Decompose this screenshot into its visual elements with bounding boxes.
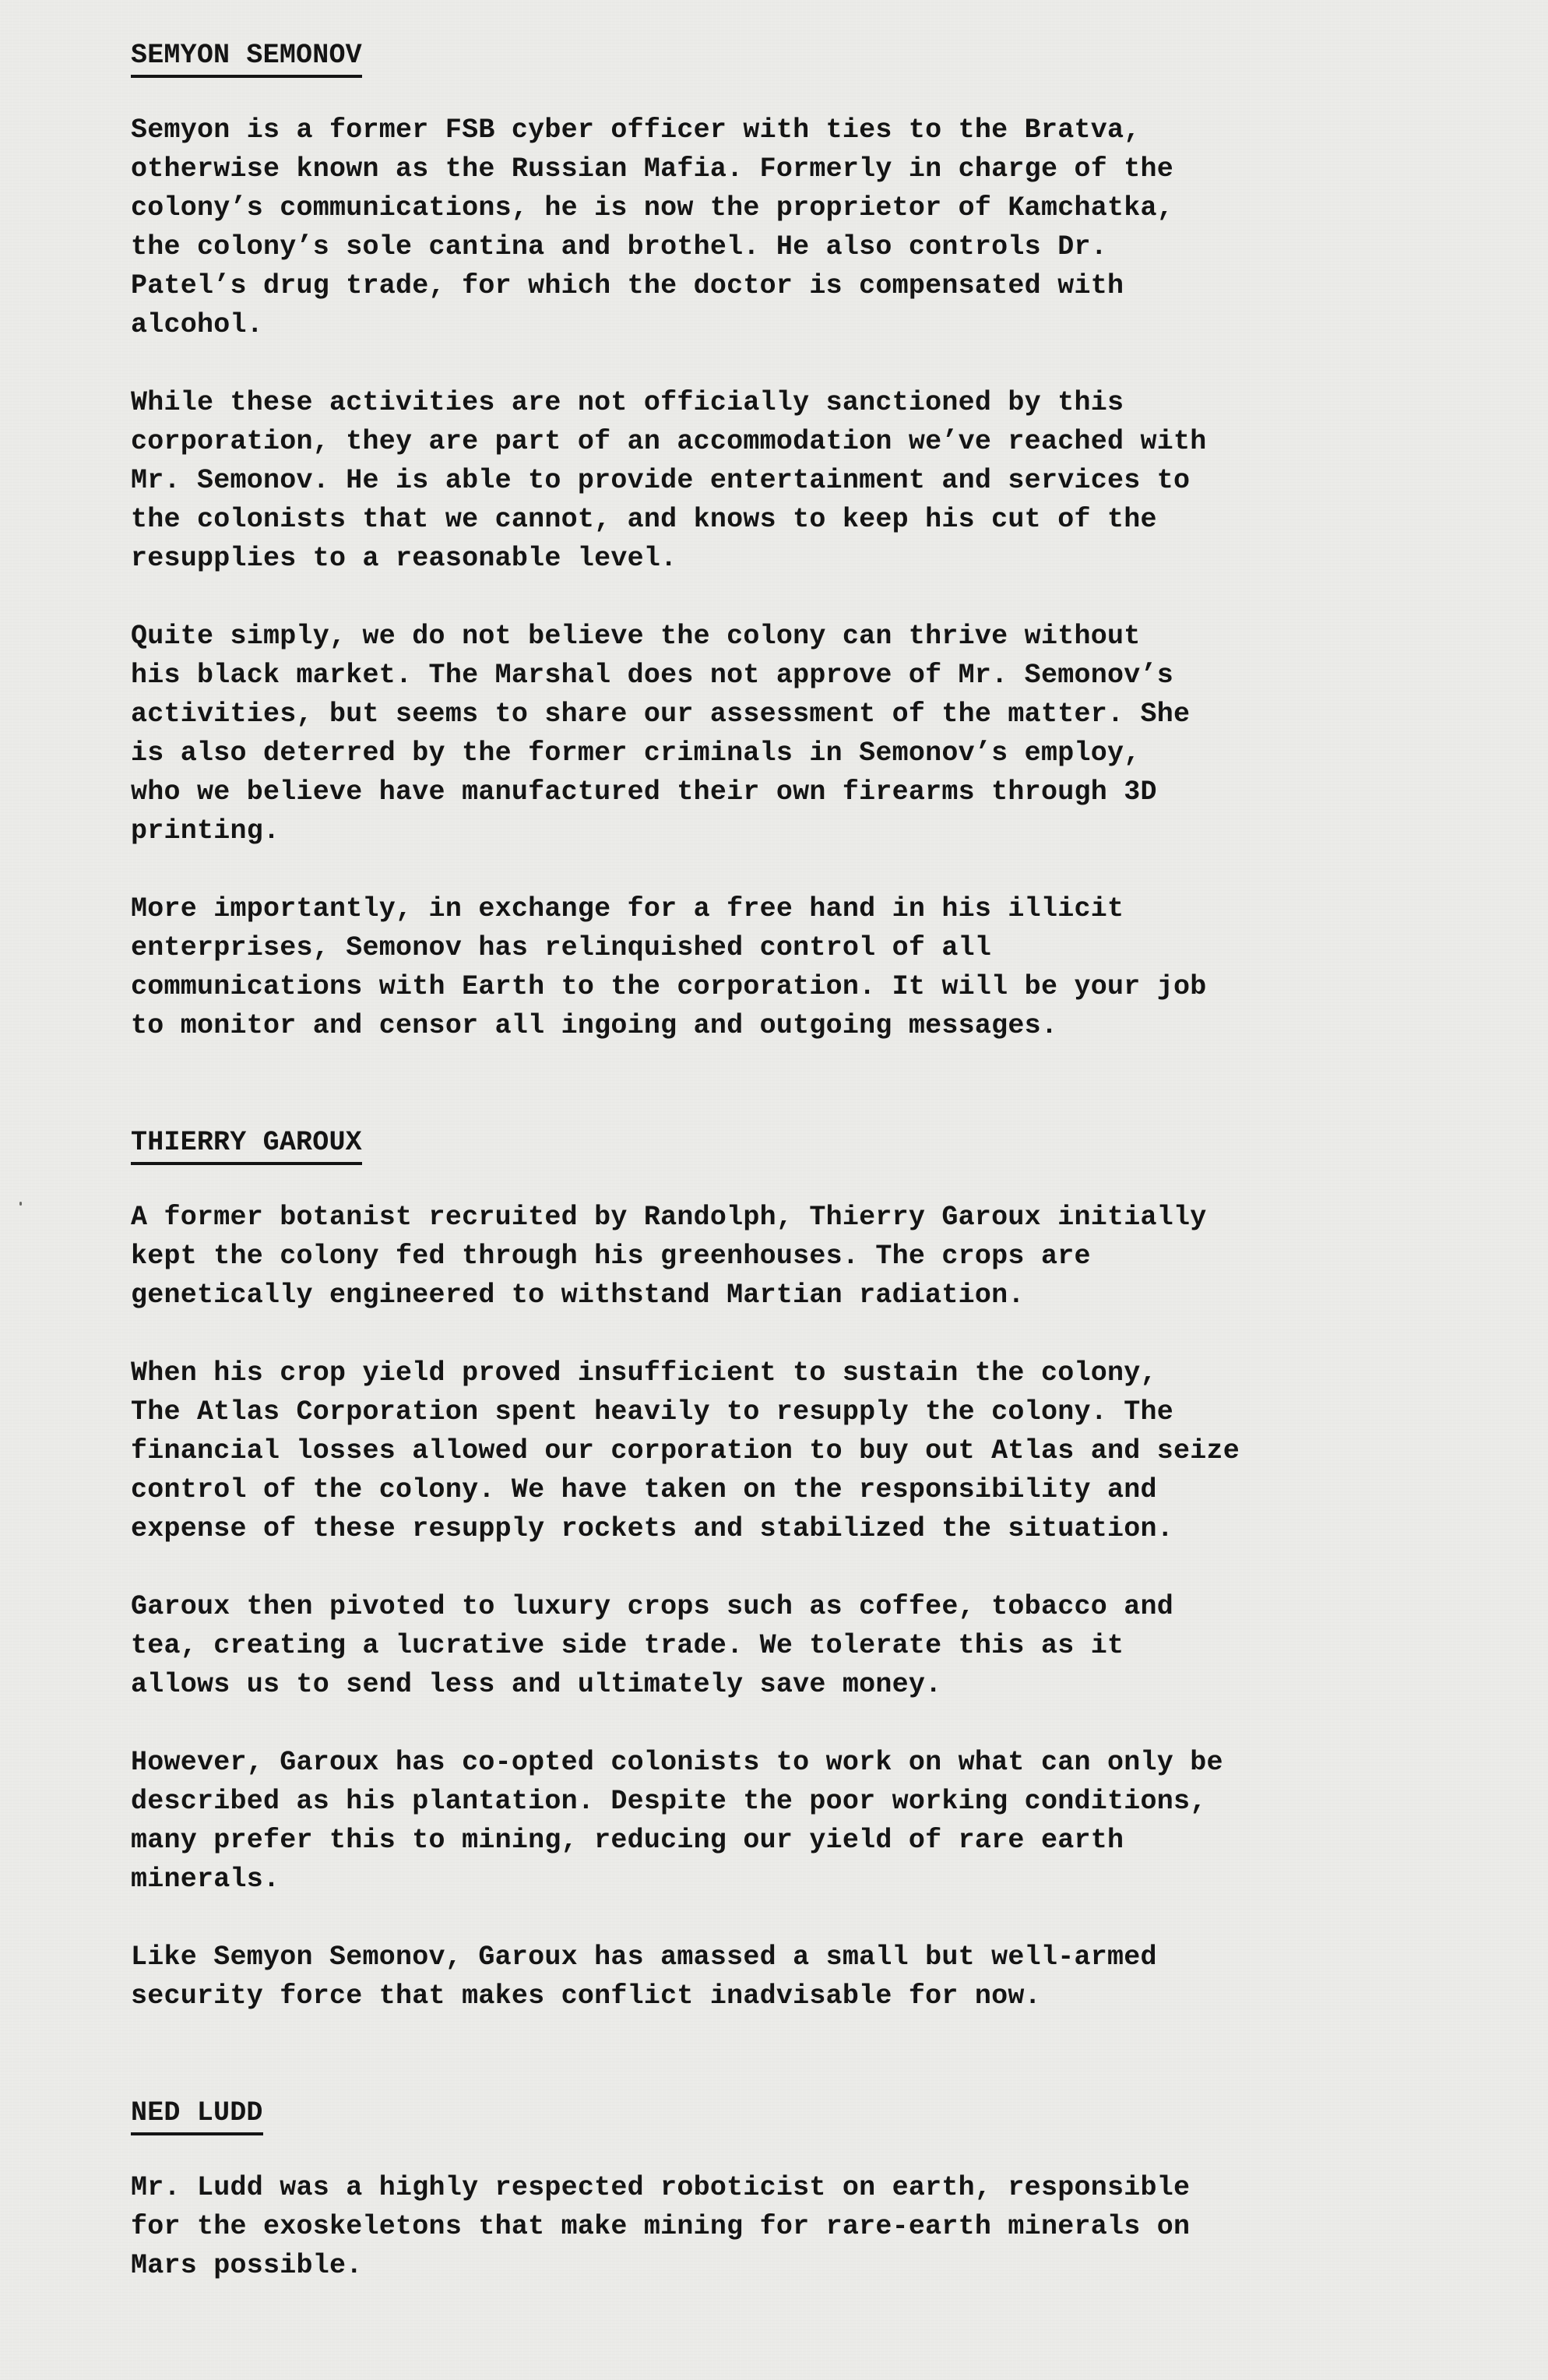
- section-heading: SEMYON SEMONOV: [131, 36, 362, 78]
- paragraph: Semyon is a former FSB cyber officer with ties to the Bratva, otherwise known as the Russian Mafia. Formerly in charge of the colony’s communications, he is now the proprietor of Kamchatka, the colony’s sole cantina and brothel. He also controls Dr. Patel’s drug trade, for which the doctor is compensated with alcohol.: [131, 114, 1173, 340]
- section-heading: THIERRY GAROUX: [131, 1123, 362, 1165]
- section-thierry-garoux: [131, 1123, 1455, 2016]
- paper-speck: [19, 1202, 22, 1206]
- paragraph: Mr. Ludd was a highly respected roboticist on earth, responsible for the exoskeletons that make mining for rare-earth minerals on Mars possible.: [131, 2172, 1191, 2281]
- paragraph: Garoux then pivoted to luxury crops such as coffee, tobacco and tea, creating a lucrative side trade. We tolerate this as it allows us to send less and ultimately save money.: [131, 1591, 1173, 1700]
- document-body: [131, 36, 1455, 2285]
- section-ned-ludd: [131, 2093, 1455, 2285]
- paragraph: More importantly, in exchange for a free hand in his illicit enterprises, Semonov has relinquished control of all communications with Earth to the corporation. It will be your job to monitor and censor all ingoing and outgoing messages.: [131, 893, 1207, 1041]
- section-semyon-semonov: [131, 36, 1455, 1045]
- paragraph: A former botanist recruited by Randolph, Thierry Garoux initially kept the colony fed through his greenhouses. The crops are genetically engineered to withstand Martian radiation.: [131, 1202, 1207, 1311]
- paragraph: However, Garoux has co-opted colonists to work on what can only be described as his plantation. Despite the poor working conditions, many prefer this to mining, reducing our yield of rare earth minerals.: [131, 1747, 1223, 1895]
- paragraph: When his crop yield proved insufficient to sustain the colony, The Atlas Corporation spent heavily to resupply the colony. The financial losses allowed our corporation to buy out Atlas and seize control of the colony. We have taken on the responsibility and expense of these resupply rockets and stabilized the situation.: [131, 1357, 1240, 1544]
- section-heading: NED LUDD: [131, 2093, 263, 2135]
- paragraph: Quite simply, we do not believe the colony can thrive without his black market. The Marshal does not approve of Mr. Semonov’s activities, but seems to share our assessment of the matter. She is also deterred by the former criminals in Semonov’s employ, who we believe have manufactured their own firearms through 3D printing.: [131, 621, 1191, 847]
- paragraph: While these activities are not officially sanctioned by this corporation, they are part of an accommodation we’ve reached with Mr. Semonov. He is able to provide entertainment and services to the colonists that we cannot, and knows to keep his cut of the resupplies to a reasonable level.: [131, 387, 1207, 574]
- paragraph: Like Semyon Semonov, Garoux has amassed a small but well-armed security force that makes conflict inadvisable for now.: [131, 1942, 1157, 2012]
